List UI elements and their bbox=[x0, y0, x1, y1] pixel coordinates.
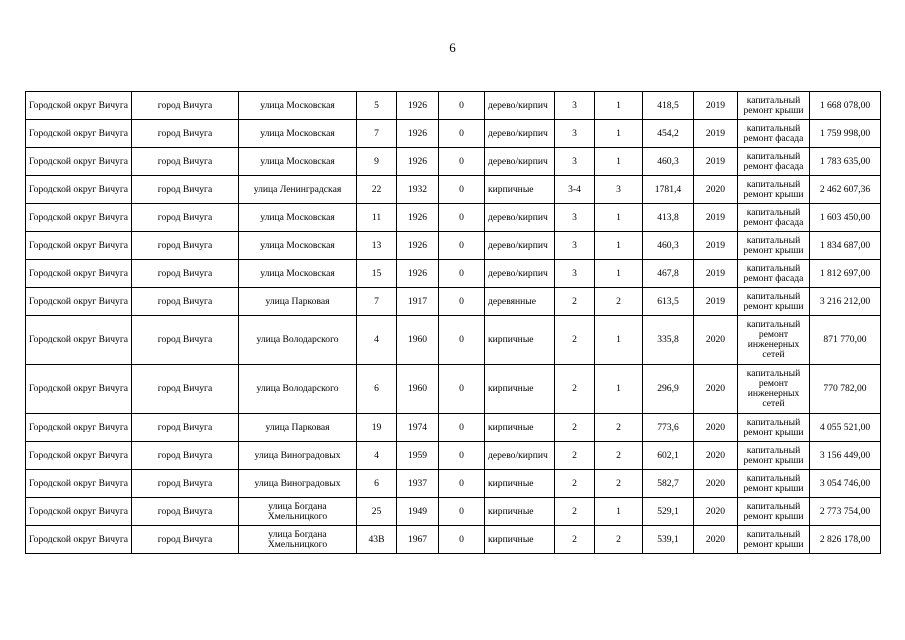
table-row bbox=[26, 442, 881, 470]
cell-municipality: Городской округ Вичуга bbox=[26, 442, 132, 470]
cell-street: улица Московская bbox=[239, 260, 357, 288]
cell-build-year: 1926 bbox=[397, 260, 439, 288]
cell-floors: 2 bbox=[555, 498, 595, 526]
cell-floors: 2 bbox=[555, 414, 595, 442]
cell-build-year: 1917 bbox=[397, 288, 439, 316]
cell-locality: город Вичуга bbox=[132, 498, 239, 526]
cell-area: 460,3 bbox=[643, 148, 694, 176]
cell-street: улица Парковая bbox=[239, 414, 357, 442]
cell-wall-material: кирпичные bbox=[485, 498, 555, 526]
cell-street: улица Московская bbox=[239, 92, 357, 120]
cell-floors: 3 bbox=[555, 120, 595, 148]
housing-repair-table bbox=[25, 91, 881, 554]
cell-entrances: 2 bbox=[595, 526, 643, 554]
table-row bbox=[26, 316, 881, 365]
cell-commission-year: 0 bbox=[439, 260, 485, 288]
cell-municipality: Городской округ Вичуга bbox=[26, 92, 132, 120]
cell-street: улица Ленинградская bbox=[239, 176, 357, 204]
cell-repair-type: капитальный ремонт крыши bbox=[738, 526, 810, 554]
cell-repair-type: капитальный ремонт инженерных сетей bbox=[738, 365, 810, 414]
cell-entrances: 2 bbox=[595, 470, 643, 498]
cell-floors: 2 bbox=[555, 316, 595, 365]
cell-locality: город Вичуга bbox=[132, 288, 239, 316]
cell-repair-year: 2020 bbox=[694, 470, 738, 498]
cell-municipality: Городской округ Вичуга bbox=[26, 365, 132, 414]
cell-entrances: 2 bbox=[595, 414, 643, 442]
cell-street: улица Московская bbox=[239, 148, 357, 176]
cell-street: улица Московская bbox=[239, 120, 357, 148]
cell-municipality: Городской округ Вичуга bbox=[26, 316, 132, 365]
cell-floors: 3 bbox=[555, 204, 595, 232]
cell-cost: 3 156 449,00 bbox=[810, 442, 881, 470]
cell-locality: город Вичуга bbox=[132, 176, 239, 204]
cell-cost: 1 603 450,00 bbox=[810, 204, 881, 232]
cell-commission-year: 0 bbox=[439, 232, 485, 260]
cell-commission-year: 0 bbox=[439, 148, 485, 176]
cell-municipality: Городской округ Вичуга bbox=[26, 176, 132, 204]
cell-locality: город Вичуга bbox=[132, 414, 239, 442]
cell-entrances: 1 bbox=[595, 365, 643, 414]
table-row bbox=[26, 204, 881, 232]
cell-repair-type: капитальный ремонт крыши bbox=[738, 470, 810, 498]
cell-repair-year: 2019 bbox=[694, 232, 738, 260]
cell-cost: 770 782,00 bbox=[810, 365, 881, 414]
cell-commission-year: 0 bbox=[439, 414, 485, 442]
page-number: 6 bbox=[449, 40, 456, 55]
cell-entrances: 1 bbox=[595, 92, 643, 120]
cell-entrances: 1 bbox=[595, 148, 643, 176]
cell-street: улица Парковая bbox=[239, 288, 357, 316]
cell-repair-type: капитальный ремонт крыши bbox=[738, 232, 810, 260]
cell-repair-year: 2020 bbox=[694, 176, 738, 204]
cell-area: 296,9 bbox=[643, 365, 694, 414]
table-row bbox=[26, 365, 881, 414]
cell-area: 539,1 bbox=[643, 526, 694, 554]
table-row bbox=[26, 92, 881, 120]
cell-municipality: Городской округ Вичуга bbox=[26, 498, 132, 526]
cell-municipality: Городской округ Вичуга bbox=[26, 470, 132, 498]
cell-commission-year: 0 bbox=[439, 365, 485, 414]
cell-floors: 2 bbox=[555, 470, 595, 498]
cell-area: 413,8 bbox=[643, 204, 694, 232]
cell-cost: 1 783 635,00 bbox=[810, 148, 881, 176]
cell-repair-type: капитальный ремонт инженерных сетей bbox=[738, 316, 810, 365]
cell-build-year: 1959 bbox=[397, 442, 439, 470]
cell-build-year: 1960 bbox=[397, 365, 439, 414]
cell-build-year: 1937 bbox=[397, 470, 439, 498]
cell-municipality: Городской округ Вичуга bbox=[26, 414, 132, 442]
cell-cost: 2 773 754,00 bbox=[810, 498, 881, 526]
cell-house-number: 43В bbox=[357, 526, 397, 554]
cell-cost: 1 668 078,00 bbox=[810, 92, 881, 120]
cell-locality: город Вичуга bbox=[132, 120, 239, 148]
cell-build-year: 1949 bbox=[397, 498, 439, 526]
table-row bbox=[26, 288, 881, 316]
cell-locality: город Вичуга bbox=[132, 148, 239, 176]
cell-repair-type: капитальный ремонт фасада bbox=[738, 120, 810, 148]
cell-repair-year: 2020 bbox=[694, 414, 738, 442]
cell-commission-year: 0 bbox=[439, 288, 485, 316]
cell-house-number: 9 bbox=[357, 148, 397, 176]
cell-entrances: 1 bbox=[595, 260, 643, 288]
cell-area: 460,3 bbox=[643, 232, 694, 260]
cell-wall-material: кирпичные bbox=[485, 526, 555, 554]
cell-build-year: 1960 bbox=[397, 316, 439, 365]
cell-commission-year: 0 bbox=[439, 442, 485, 470]
cell-area: 582,7 bbox=[643, 470, 694, 498]
cell-locality: город Вичуга bbox=[132, 260, 239, 288]
cell-house-number: 19 bbox=[357, 414, 397, 442]
cell-commission-year: 0 bbox=[439, 526, 485, 554]
cell-area: 418,5 bbox=[643, 92, 694, 120]
cell-locality: город Вичуга bbox=[132, 442, 239, 470]
cell-wall-material: дерево/кирпич bbox=[485, 120, 555, 148]
cell-wall-material: деревянные bbox=[485, 288, 555, 316]
table-row bbox=[26, 414, 881, 442]
cell-commission-year: 0 bbox=[439, 498, 485, 526]
cell-house-number: 25 bbox=[357, 498, 397, 526]
cell-house-number: 15 bbox=[357, 260, 397, 288]
cell-house-number: 7 bbox=[357, 120, 397, 148]
cell-house-number: 6 bbox=[357, 470, 397, 498]
cell-municipality: Городской округ Вичуга bbox=[26, 288, 132, 316]
cell-municipality: Городской округ Вичуга bbox=[26, 232, 132, 260]
cell-commission-year: 0 bbox=[439, 316, 485, 365]
cell-area: 613,5 bbox=[643, 288, 694, 316]
cell-entrances: 1 bbox=[595, 204, 643, 232]
cell-cost: 871 770,00 bbox=[810, 316, 881, 365]
cell-repair-year: 2019 bbox=[694, 120, 738, 148]
cell-repair-year: 2019 bbox=[694, 260, 738, 288]
cell-wall-material: кирпичные bbox=[485, 176, 555, 204]
cell-floors: 2 bbox=[555, 288, 595, 316]
cell-cost: 2 826 178,00 bbox=[810, 526, 881, 554]
cell-repair-type: капитальный ремонт крыши bbox=[738, 92, 810, 120]
cell-area: 602,1 bbox=[643, 442, 694, 470]
cell-repair-year: 2020 bbox=[694, 526, 738, 554]
cell-cost: 1 812 697,00 bbox=[810, 260, 881, 288]
cell-municipality: Городской округ Вичуга bbox=[26, 120, 132, 148]
cell-repair-year: 2020 bbox=[694, 316, 738, 365]
cell-street: улица Московская bbox=[239, 204, 357, 232]
cell-repair-type: капитальный ремонт фасада bbox=[738, 260, 810, 288]
cell-area: 529,1 bbox=[643, 498, 694, 526]
cell-cost: 1 759 998,00 bbox=[810, 120, 881, 148]
cell-floors: 3 bbox=[555, 260, 595, 288]
cell-floors: 3-4 bbox=[555, 176, 595, 204]
cell-floors: 3 bbox=[555, 148, 595, 176]
cell-repair-year: 2019 bbox=[694, 92, 738, 120]
cell-locality: город Вичуга bbox=[132, 365, 239, 414]
cell-locality: город Вичуга bbox=[132, 470, 239, 498]
cell-house-number: 6 bbox=[357, 365, 397, 414]
cell-area: 454,2 bbox=[643, 120, 694, 148]
cell-commission-year: 0 bbox=[439, 204, 485, 232]
cell-street: улица Богдана Хмельницкого bbox=[239, 526, 357, 554]
cell-repair-type: капитальный ремонт фасада bbox=[738, 204, 810, 232]
cell-house-number: 4 bbox=[357, 442, 397, 470]
cell-repair-type: капитальный ремонт крыши bbox=[738, 442, 810, 470]
cell-entrances: 1 bbox=[595, 232, 643, 260]
cell-cost: 3 054 746,00 bbox=[810, 470, 881, 498]
cell-entrances: 3 bbox=[595, 176, 643, 204]
cell-commission-year: 0 bbox=[439, 470, 485, 498]
cell-entrances: 1 bbox=[595, 498, 643, 526]
cell-wall-material: кирпичные bbox=[485, 470, 555, 498]
cell-area: 335,8 bbox=[643, 316, 694, 365]
cell-locality: город Вичуга bbox=[132, 232, 239, 260]
cell-entrances: 2 bbox=[595, 288, 643, 316]
cell-wall-material: кирпичные bbox=[485, 316, 555, 365]
cell-municipality: Городской округ Вичуга bbox=[26, 148, 132, 176]
cell-house-number: 22 bbox=[357, 176, 397, 204]
table-row bbox=[26, 498, 881, 526]
cell-wall-material: дерево/кирпич bbox=[485, 232, 555, 260]
cell-street: улица Виноградовых bbox=[239, 442, 357, 470]
cell-municipality: Городской округ Вичуга bbox=[26, 260, 132, 288]
cell-commission-year: 0 bbox=[439, 176, 485, 204]
cell-repair-type: капитальный ремонт крыши bbox=[738, 498, 810, 526]
cell-floors: 2 bbox=[555, 526, 595, 554]
cell-street: улица Московская bbox=[239, 232, 357, 260]
table-body bbox=[26, 92, 881, 554]
cell-locality: город Вичуга bbox=[132, 204, 239, 232]
cell-repair-type: капитальный ремонт крыши bbox=[738, 176, 810, 204]
cell-area: 1781,4 bbox=[643, 176, 694, 204]
cell-build-year: 1967 bbox=[397, 526, 439, 554]
cell-cost: 4 055 521,00 bbox=[810, 414, 881, 442]
cell-wall-material: дерево/кирпич bbox=[485, 442, 555, 470]
cell-build-year: 1926 bbox=[397, 148, 439, 176]
cell-wall-material: кирпичные bbox=[485, 414, 555, 442]
cell-locality: город Вичуга bbox=[132, 316, 239, 365]
cell-street: улица Володарского bbox=[239, 365, 357, 414]
cell-repair-year: 2020 bbox=[694, 365, 738, 414]
cell-cost: 3 216 212,00 bbox=[810, 288, 881, 316]
cell-wall-material: дерево/кирпич bbox=[485, 204, 555, 232]
cell-floors: 2 bbox=[555, 365, 595, 414]
cell-house-number: 11 bbox=[357, 204, 397, 232]
cell-house-number: 13 bbox=[357, 232, 397, 260]
cell-floors: 3 bbox=[555, 232, 595, 260]
cell-locality: город Вичуга bbox=[132, 526, 239, 554]
cell-street: улица Богдана Хмельницкого bbox=[239, 498, 357, 526]
cell-house-number: 7 bbox=[357, 288, 397, 316]
cell-floors: 2 bbox=[555, 442, 595, 470]
cell-street: улица Володарского bbox=[239, 316, 357, 365]
cell-cost: 1 834 687,00 bbox=[810, 232, 881, 260]
cell-repair-year: 2020 bbox=[694, 498, 738, 526]
cell-build-year: 1926 bbox=[397, 92, 439, 120]
cell-locality: город Вичуга bbox=[132, 92, 239, 120]
cell-build-year: 1932 bbox=[397, 176, 439, 204]
table-row bbox=[26, 120, 881, 148]
table-row bbox=[26, 470, 881, 498]
cell-commission-year: 0 bbox=[439, 92, 485, 120]
cell-build-year: 1926 bbox=[397, 204, 439, 232]
cell-build-year: 1974 bbox=[397, 414, 439, 442]
cell-entrances: 2 bbox=[595, 442, 643, 470]
cell-entrances: 1 bbox=[595, 316, 643, 365]
cell-house-number: 4 bbox=[357, 316, 397, 365]
cell-entrances: 1 bbox=[595, 120, 643, 148]
table-row bbox=[26, 176, 881, 204]
cell-wall-material: дерево/кирпич bbox=[485, 260, 555, 288]
cell-house-number: 5 bbox=[357, 92, 397, 120]
cell-wall-material: дерево/кирпич bbox=[485, 92, 555, 120]
cell-wall-material: кирпичные bbox=[485, 365, 555, 414]
cell-repair-year: 2019 bbox=[694, 204, 738, 232]
table-row bbox=[26, 260, 881, 288]
cell-floors: 3 bbox=[555, 92, 595, 120]
cell-repair-type: капитальный ремонт крыши bbox=[738, 414, 810, 442]
table-row bbox=[26, 232, 881, 260]
cell-municipality: Городской округ Вичуга bbox=[26, 526, 132, 554]
cell-area: 773,6 bbox=[643, 414, 694, 442]
cell-repair-year: 2019 bbox=[694, 288, 738, 316]
cell-repair-type: капитальный ремонт крыши bbox=[738, 288, 810, 316]
cell-municipality: Городской округ Вичуга bbox=[26, 204, 132, 232]
cell-wall-material: дерево/кирпич bbox=[485, 148, 555, 176]
cell-build-year: 1926 bbox=[397, 232, 439, 260]
cell-repair-year: 2019 bbox=[694, 148, 738, 176]
cell-street: улица Виноградовых bbox=[239, 470, 357, 498]
cell-repair-type: капитальный ремонт фасада bbox=[738, 148, 810, 176]
cell-commission-year: 0 bbox=[439, 120, 485, 148]
cell-build-year: 1926 bbox=[397, 120, 439, 148]
table-row bbox=[26, 148, 881, 176]
table-row bbox=[26, 526, 881, 554]
cell-repair-year: 2020 bbox=[694, 442, 738, 470]
cell-cost: 2 462 607,36 bbox=[810, 176, 881, 204]
cell-area: 467,8 bbox=[643, 260, 694, 288]
